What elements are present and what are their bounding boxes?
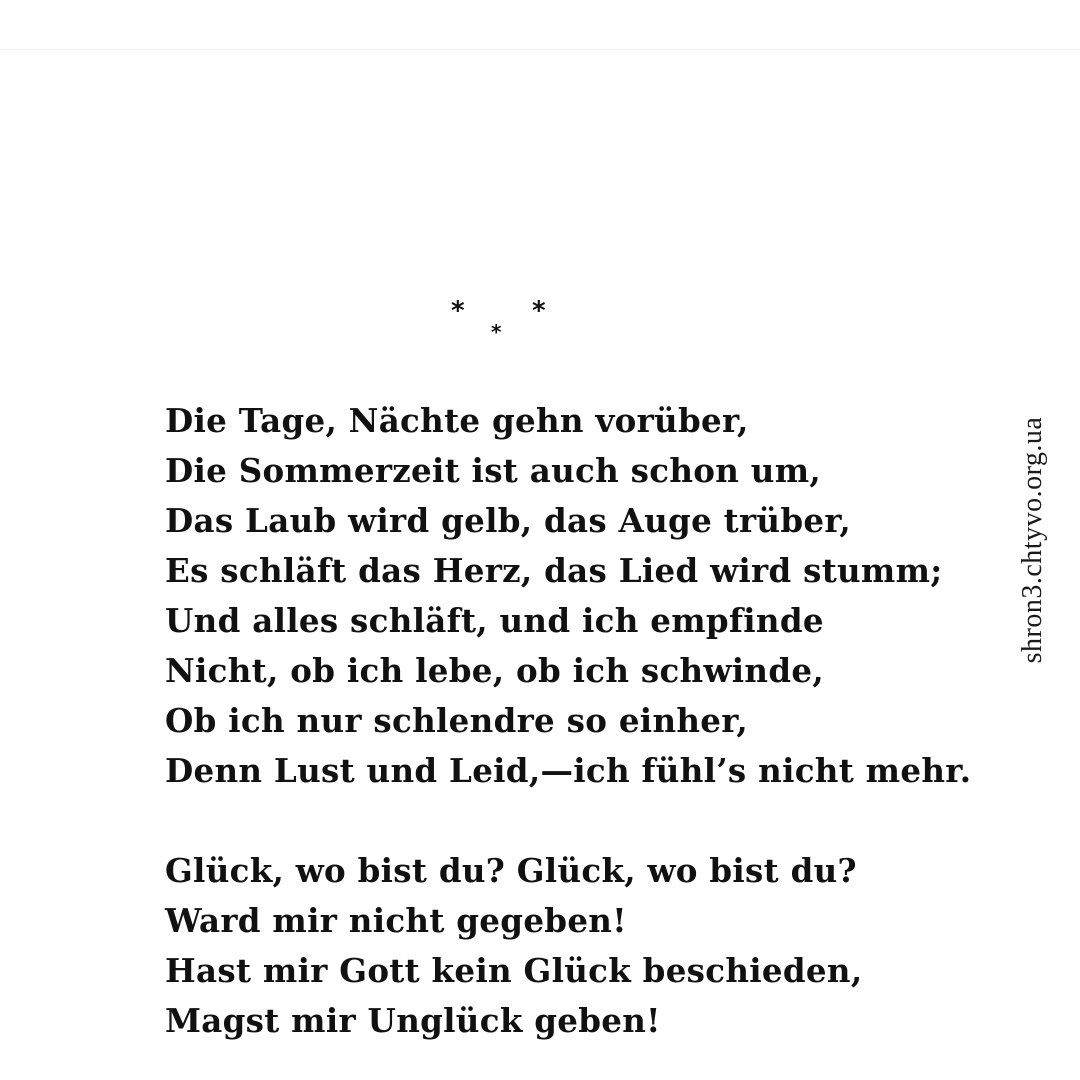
poem-line: Ward mir nicht gegeben! (165, 901, 627, 940)
poem-line: Glück, wo bist du? Glück, wo bist du? (165, 851, 857, 890)
asterism-left-star: * (451, 296, 465, 326)
poem-line: Die Sommerzeit ist auch schon um, (165, 451, 822, 490)
poem-line: Nicht, ob ich lebe, ob ich schwinde, (165, 651, 824, 690)
poem-line: Hast mir Gott kein Glück beschieden, (165, 951, 863, 990)
poem-line: Es schläft das Herz, das Lied wird stumm; (165, 551, 943, 590)
poem-line: Und alles schläft, und ich empfinde (165, 601, 824, 640)
top-edge-line (0, 49, 1080, 50)
asterism-right-star: * (532, 296, 546, 326)
stanza-2 (165, 846, 995, 1046)
poem-line: Magst mir Unglück geben! (165, 1001, 661, 1040)
poem-line: Denn Lust und Leid,—ich fühl’s nicht mehr. (165, 751, 972, 790)
asterism-middle-star: * (491, 320, 502, 344)
source-watermark: shron3.chtyvo.org.ua (1017, 416, 1048, 664)
poem-line: Ob ich nur schlendre so einher, (165, 701, 748, 740)
poem-line: Das Laub wird gelb, das Auge trüber, (165, 501, 852, 540)
poem-line: Die Tage, Nächte gehn vorüber, (165, 401, 749, 440)
stanza-1 (165, 396, 995, 796)
poem-body (165, 396, 995, 1046)
asterism-ornament (446, 296, 556, 348)
